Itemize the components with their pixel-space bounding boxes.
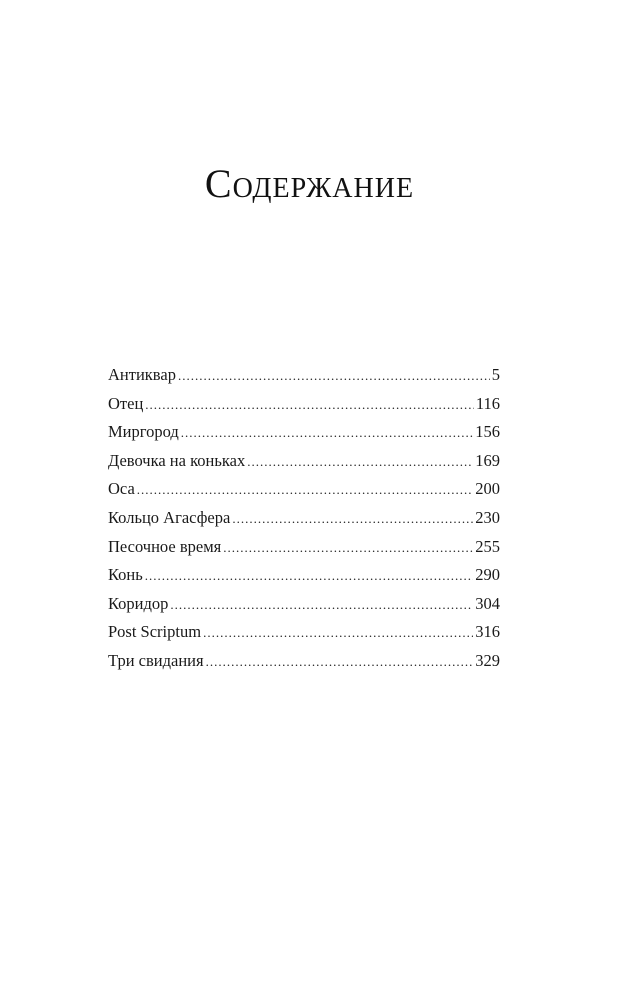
toc-page-number: 329 <box>475 650 500 670</box>
toc-page-number: 230 <box>475 507 500 527</box>
toc-page-number: 304 <box>475 593 500 613</box>
dot-leader <box>178 362 490 390</box>
toc-entry <box>108 590 500 619</box>
page-title: Содержание <box>204 161 415 206</box>
dot-leader <box>137 476 473 504</box>
toc-entry <box>108 447 500 476</box>
toc-entry-title: Песочное время <box>108 536 222 556</box>
dot-leader <box>206 648 474 676</box>
dot-leader <box>170 591 473 619</box>
toc-entry <box>108 475 500 504</box>
dot-leader <box>145 562 473 590</box>
toc-entry <box>108 561 500 590</box>
toc-entry-title: Три свидания <box>108 650 204 670</box>
table-of-contents <box>108 361 500 676</box>
toc-entry <box>108 504 500 533</box>
toc-entry-title: Девочка на коньках <box>108 450 246 470</box>
dot-leader <box>223 534 473 562</box>
dot-leader <box>232 505 473 533</box>
toc-page-number: 290 <box>475 565 500 585</box>
dot-leader <box>181 419 473 447</box>
dot-leader <box>247 448 473 476</box>
toc-entry <box>108 361 500 390</box>
toc-entry <box>108 647 500 676</box>
dot-leader <box>203 619 473 647</box>
toc-entry-title: Антиквар <box>108 365 176 384</box>
toc-page-number: 116 <box>475 393 500 413</box>
toc-entry-title: Отец <box>108 393 144 413</box>
toc-entry <box>108 618 500 647</box>
toc-entry-title: Конь <box>108 565 143 585</box>
toc-page-number: 316 <box>475 622 500 642</box>
toc-entry <box>108 390 500 419</box>
toc-page-number: 255 <box>475 536 500 556</box>
toc-page-number: 200 <box>475 479 500 499</box>
dot-leader <box>145 391 474 419</box>
toc-entry-title: Post Scriptum <box>108 622 202 642</box>
toc-page-number: 169 <box>475 450 500 470</box>
toc-entry-title: Оса <box>108 479 135 499</box>
toc-entry <box>108 418 500 447</box>
toc-entry <box>108 533 500 562</box>
toc-entry-title: Кольцо Агасфера <box>108 507 231 527</box>
toc-entry-title: Коридор <box>108 593 169 613</box>
toc-page-number: 156 <box>475 422 500 442</box>
toc-entry-title: Миргород <box>108 422 179 442</box>
toc-page-number: 5 <box>491 365 500 384</box>
